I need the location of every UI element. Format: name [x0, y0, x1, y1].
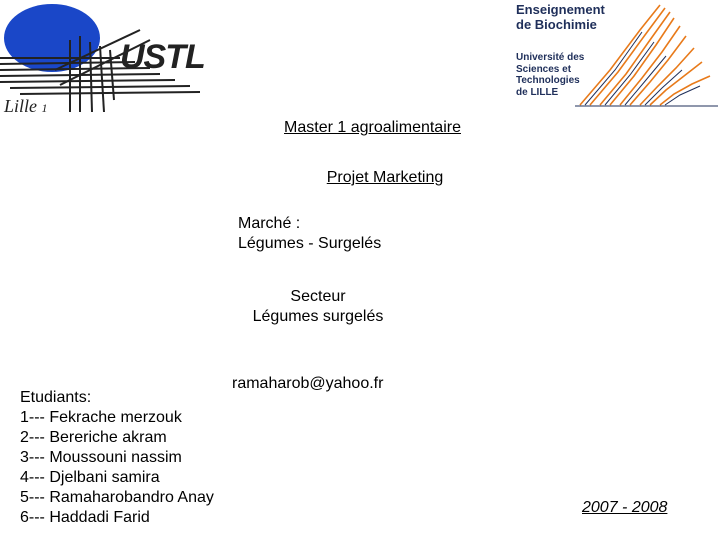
student-item: 3--- Moussouni nassim: [20, 449, 182, 466]
biochimie-title: Enseignement de Biochimie: [516, 2, 605, 32]
market-block: [238, 214, 381, 254]
project-title: Projet Marketing: [326, 169, 444, 186]
student-item: 2--- Bereriche akram: [20, 429, 167, 446]
sector-value: Légumes surgelés: [252, 308, 384, 325]
ustl-city: Lille 1: [4, 96, 48, 116]
ustl-wordmark: USTL: [120, 38, 205, 76]
students-heading: Etudiants:: [20, 389, 92, 406]
biochimie-university: Université des Sciences et Technologies de LILLE: [516, 52, 585, 98]
biochimie-logo: [510, 0, 720, 112]
academic-year: 2007 - 2008: [582, 499, 668, 516]
sector-label: Secteur: [290, 288, 346, 305]
program-title: Master 1 agroalimentaire: [284, 119, 461, 136]
student-item: 6--- Haddadi Farid: [20, 509, 150, 526]
contact-email: ramaharob@yahoo.fr: [232, 375, 384, 392]
student-item: 5--- Ramaharobandro Anay: [20, 489, 214, 506]
market-label: Marché :: [238, 215, 301, 232]
student-item: 4--- Djelbani samira: [20, 469, 160, 486]
market-value: Légumes - Surgelés: [238, 235, 382, 252]
student-item: 1--- Fekrache merzouk: [20, 409, 182, 426]
ustl-logo: [0, 0, 205, 118]
students-list: [20, 388, 214, 528]
sector-block: [245, 287, 391, 327]
